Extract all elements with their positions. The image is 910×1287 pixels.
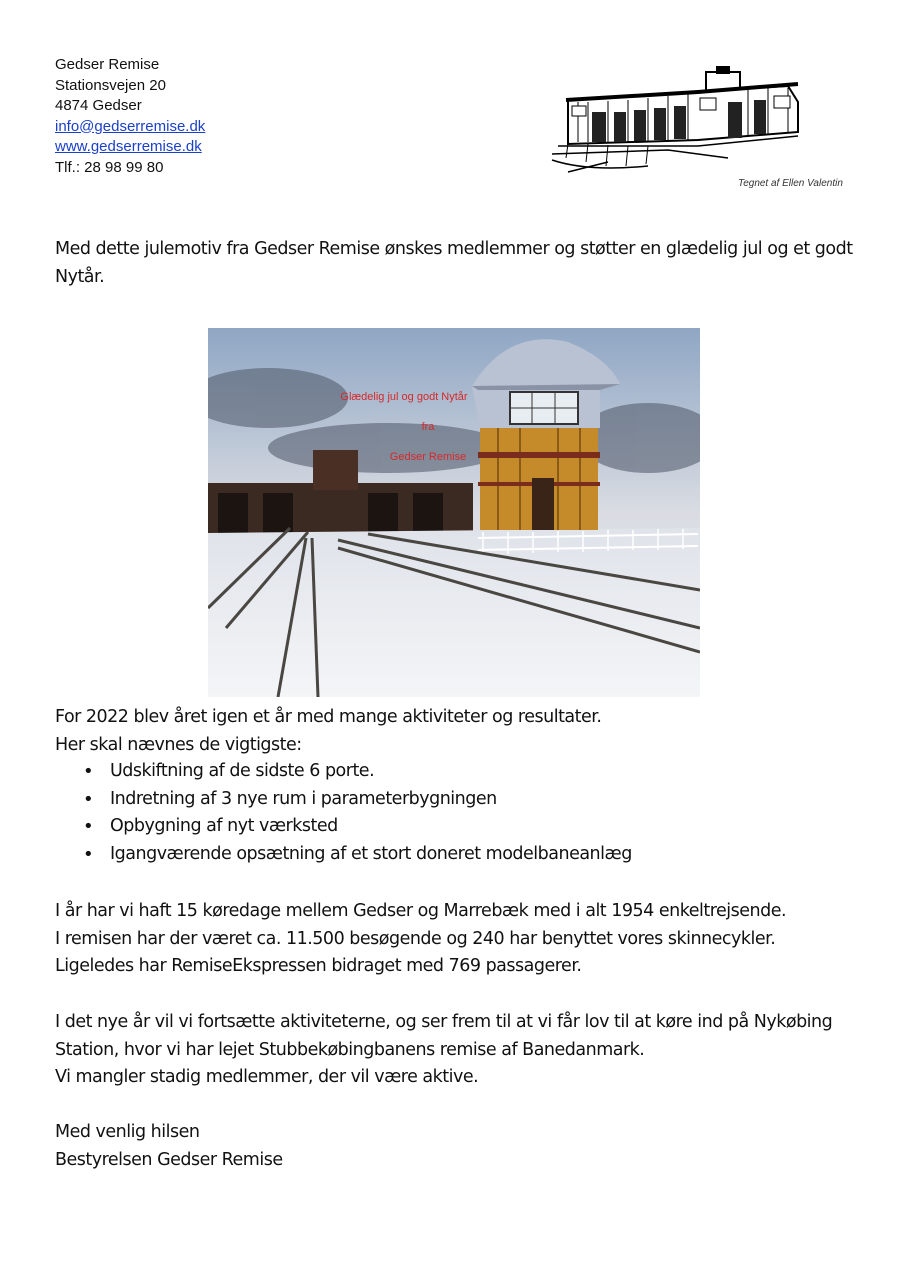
- summary-line-1: For 2022 blev året igen et år med mange aktiviteter og resultater.: [55, 707, 602, 727]
- list-item: • Igangværende opsætning af et stort doneret modelbaneanlæg: [55, 841, 632, 869]
- stats-line-1: I år har vi haft 15 køredage mellem Gedser og Marrebæk med i alt 1954 enkeltrejsende.: [55, 901, 787, 921]
- photo-greeting-line1: Glædelig jul og godt Nytår: [340, 391, 468, 403]
- summary-paragraph: [55, 704, 601, 759]
- future-line-1: I det nye år vil vi fortsætte aktiviteterne, og ser frem til at vi får lov til at køre ind på Nykøbing: [55, 1012, 833, 1032]
- street-address: Stationsvejen 20: [55, 76, 166, 94]
- stats-line-3: Ligeledes har RemiseEkspressen bidraget med 769 passagerer.: [55, 956, 582, 976]
- roundhouse-drawing: [548, 62, 804, 182]
- postal-city: 4874 Gedser: [55, 97, 142, 114]
- address-block: [55, 55, 205, 178]
- org-name: Gedser Remise: [55, 56, 160, 73]
- summary-line-2: Her skal nævnes de vigtigste:: [55, 734, 302, 755]
- closing-block: [55, 1119, 283, 1174]
- drawing-caption: Tegnet af Ellen Valentin: [738, 178, 843, 189]
- phone-number: Tlf.: 28 98 99 80: [55, 158, 164, 176]
- photo-greeting-line2: fra: [421, 421, 435, 433]
- christmas-photo: [208, 328, 700, 697]
- closing-greeting: Med venlig hilsen: [55, 1122, 200, 1142]
- intro-paragraph: Med dette julemotiv fra Gedser Remise ønskes medlemmer og støtter en glædelig jul og et godt Nytår.: [55, 239, 853, 287]
- future-line-2: Station, hvor vi har lejet Stubbekøbingbanens remise af Banedanmark.: [55, 1039, 645, 1060]
- website-link[interactable]: www.gedserremise.dk: [55, 138, 202, 155]
- highlights-list: [55, 758, 632, 868]
- list-item: • Udskiftning af de sidste 6 porte.: [55, 758, 632, 786]
- signature: Bestyrelsen Gedser Remise: [55, 1149, 283, 1170]
- future-line-3: Vi mangler stadig medlemmer, der vil være aktive.: [55, 1067, 479, 1087]
- stats-line-2: I remisen har der været ca. 11.500 besøgende og 240 har benyttet vores skinnecykler.: [55, 928, 776, 949]
- photo-greeting-line3: Gedser Remise: [389, 451, 467, 463]
- list-item: • Opbygning af nyt værksted: [55, 813, 632, 841]
- stats-paragraph: [55, 898, 786, 981]
- future-paragraph: [55, 1009, 832, 1092]
- email-link[interactable]: info@gedserremise.dk: [55, 117, 206, 135]
- list-item: • Indretning af 3 nye rum i parameterbygningen: [55, 786, 632, 814]
